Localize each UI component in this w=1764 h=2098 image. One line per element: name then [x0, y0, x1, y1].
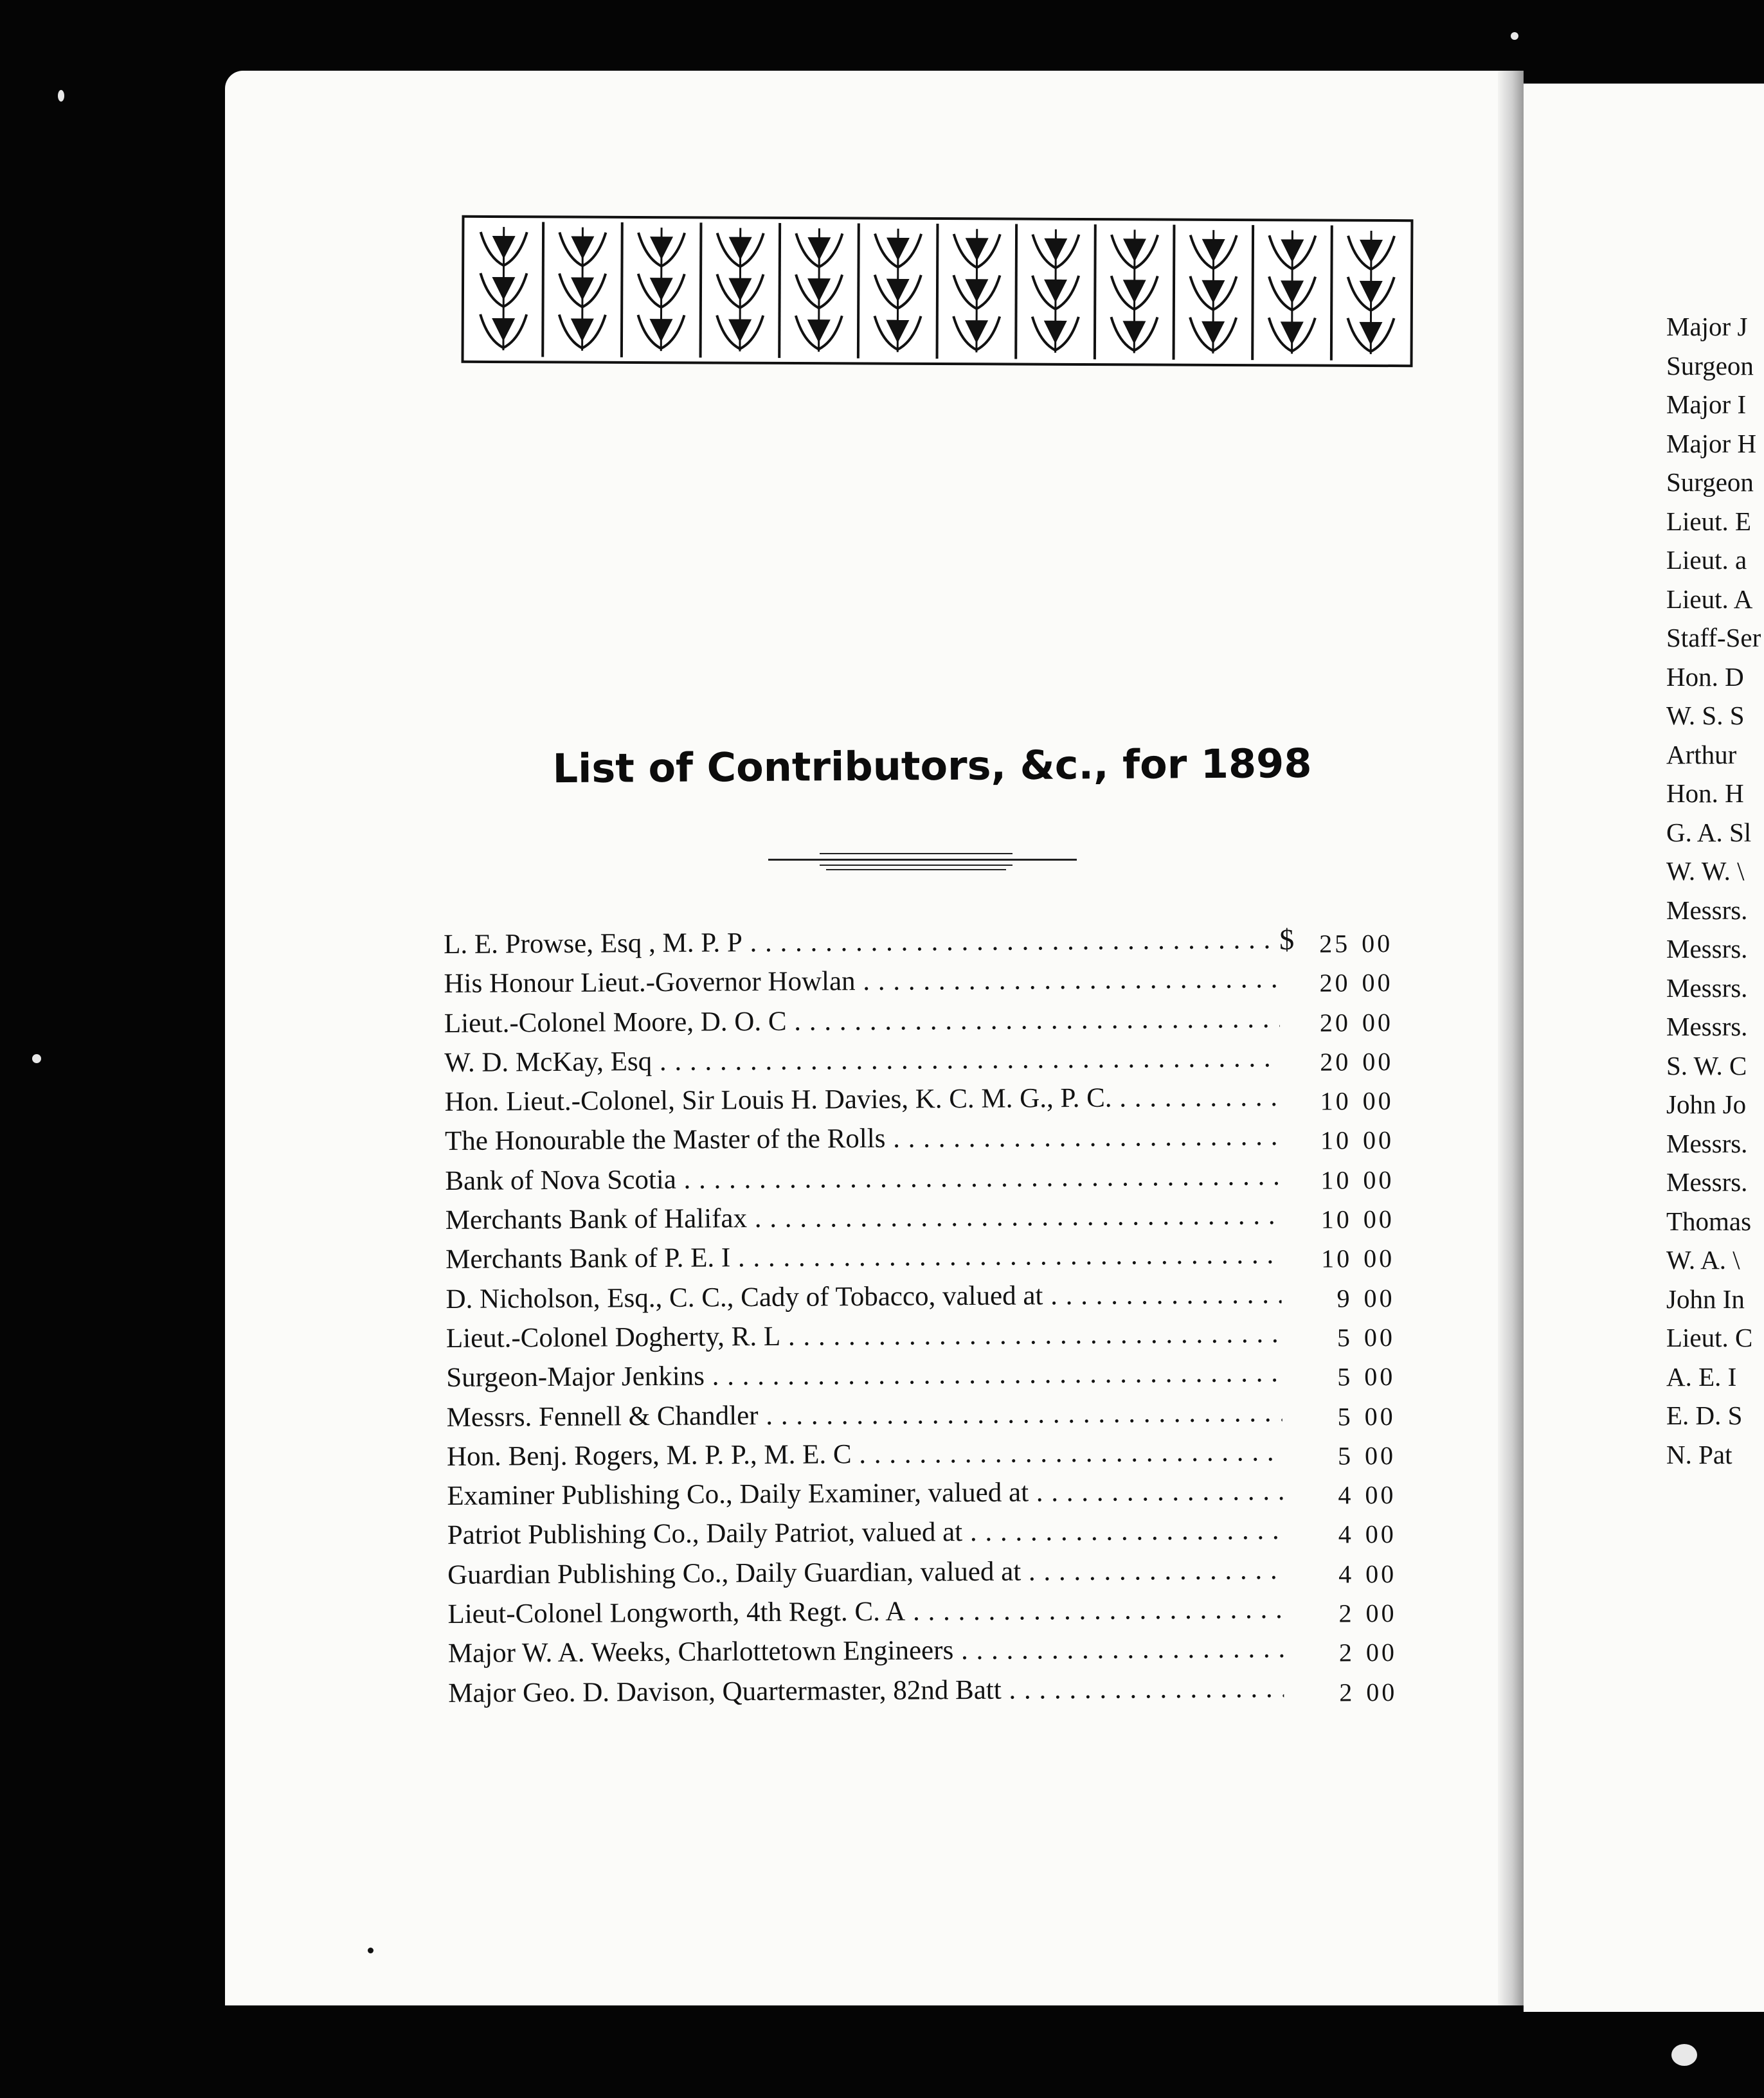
amount-cents: 00: [1362, 1125, 1394, 1155]
decorative-border-band: [462, 215, 1414, 367]
right-page-line: N. Pat: [1666, 1439, 1733, 1469]
contributor-name: Merchants Bank of P. E. I . . .: [446, 1239, 1281, 1275]
right-page-line: Messrs.: [1666, 934, 1748, 964]
right-page-line: Arthur: [1666, 739, 1737, 769]
amount-cents: 00: [1365, 1599, 1397, 1628]
contributor-name: The Honourable the Master of the Rolls . . .: [445, 1121, 1281, 1158]
list-item: [445, 1160, 1396, 1205]
amount-dollars: 5: [1336, 1323, 1353, 1352]
amount-cents: 00: [1364, 1322, 1396, 1352]
list-item: [446, 1396, 1398, 1441]
contributor-name: Lieut.-Colonel Moore, D. O. C . . .: [444, 1003, 1280, 1039]
list-item: [448, 1672, 1400, 1717]
right-page-line: Messrs.: [1666, 1167, 1748, 1197]
list-item: [444, 962, 1395, 1007]
right-page-line: Major I: [1666, 390, 1747, 419]
right-page-line: W. A. \: [1666, 1245, 1740, 1275]
contributor-name: D. Nicholson, Esq., C. C., Cady of Tobacco, valued at . . .: [446, 1278, 1281, 1315]
right-page-line: John In: [1666, 1284, 1745, 1314]
right-page-list: [1666, 311, 1761, 1478]
list-item: [447, 1593, 1399, 1638]
amount-dollars: 10: [1320, 1205, 1352, 1234]
right-page-line: Messrs.: [1666, 1128, 1748, 1158]
title-rule: [768, 850, 1077, 875]
list-item: [446, 1199, 1397, 1244]
amount-cents: 00: [1366, 1677, 1398, 1707]
list-item: [444, 923, 1395, 968]
thistle-ornament-icon: [464, 218, 1411, 364]
contributor-name: Major Geo. D. Davison, Quartermaster, 82nd Batt . . .: [448, 1672, 1284, 1709]
contributor-name: Messrs. Fennell & Chandler . . .: [446, 1397, 1282, 1433]
contributor-name: Surgeon-Major Jenkins . . .: [446, 1357, 1282, 1394]
amount-cents: 00: [1364, 1362, 1396, 1392]
amount-cents: 00: [1365, 1638, 1398, 1667]
right-page-line: S. W. C: [1666, 1050, 1747, 1080]
amount-cents: 00: [1365, 1520, 1396, 1549]
contributors-list: [444, 923, 1400, 1717]
amount-dollars: 9: [1336, 1284, 1353, 1313]
paper-speck: [1511, 32, 1518, 40]
right-page-line: Lieut. A: [1666, 584, 1753, 614]
right-page-line: W. S. S: [1666, 701, 1745, 730]
contributor-name: Hon. Lieut.-Colonel, Sir Louis H. Davies, K. C. M. G., P. C. . . .: [444, 1081, 1280, 1118]
amount-cents: 00: [1362, 1086, 1394, 1116]
amount-cents: 00: [1362, 1046, 1394, 1077]
amount-dollars: 5: [1337, 1401, 1353, 1431]
amount-dollars: 10: [1321, 1244, 1353, 1274]
currency-symbol: $: [1279, 922, 1295, 956]
page-title: List of Contributors, &c., for 1898: [552, 739, 1312, 793]
amount-cents: 00: [1362, 968, 1393, 998]
right-page-line: A. E. I: [1666, 1361, 1737, 1392]
contributor-name: Lieut-Colonel Longworth, 4th Regt. C. A . . .: [447, 1593, 1283, 1630]
amount-dollars: 5: [1337, 1441, 1354, 1471]
right-page-line: G. A. Sl: [1666, 817, 1752, 847]
amount-dollars: 4: [1338, 1480, 1354, 1510]
amount-cents: 00: [1365, 1559, 1397, 1589]
contributor-name: W. D. McKay, Esq . . .: [444, 1042, 1280, 1079]
contributor-name: Guardian Publishing Co., Daily Guardian, valued at . . .: [447, 1554, 1283, 1591]
amount-dollars: 25: [1319, 929, 1351, 958]
right-page-line: Messrs.: [1666, 1012, 1748, 1041]
amount-dollars: 4: [1338, 1559, 1354, 1589]
contributor-name: Major W. A. Weeks, Charlottetown Engineers . . .: [448, 1633, 1284, 1669]
right-page-line: Surgeon: [1666, 350, 1754, 381]
list-item: [447, 1475, 1398, 1520]
list-item: [448, 1632, 1400, 1677]
contributor-name: Hon. Benj. Rogers, M. P. P., M. E. C . . .: [447, 1436, 1282, 1473]
contributor-name: Bank of Nova Scotia . . .: [445, 1160, 1281, 1197]
list-item: [445, 1120, 1396, 1165]
book-gutter: [1498, 71, 1524, 2005]
right-page-line: Messrs.: [1666, 895, 1748, 925]
amount-cents: 00: [1363, 1165, 1394, 1195]
contributor-name: L. E. Prowse, Esq , M. P. P . . .: [444, 924, 1279, 960]
right-page-line: Hon. H: [1666, 778, 1744, 808]
list-item: [447, 1554, 1399, 1599]
right-page-line: W. W. \: [1666, 856, 1745, 886]
amount-dollars: 20: [1319, 1007, 1351, 1037]
right-page-line: Lieut. C: [1666, 1323, 1753, 1352]
list-item: [446, 1238, 1397, 1283]
list-item: [447, 1514, 1399, 1559]
list-item: [446, 1278, 1397, 1323]
list-item: [447, 1435, 1398, 1480]
amount-dollars: 10: [1320, 1086, 1351, 1116]
amount-dollars: 20: [1319, 968, 1351, 998]
paper-speck: [58, 90, 64, 102]
right-page-line: Messrs.: [1666, 973, 1748, 1003]
list-item: [446, 1317, 1398, 1362]
right-page-line: Thomas: [1666, 1206, 1752, 1236]
paper-speck: [368, 1948, 374, 1953]
amount-dollars: 2: [1339, 1678, 1355, 1707]
contributor-name: Examiner Publishing Co., Daily Examiner, valued at . . .: [447, 1475, 1282, 1512]
list-item: [444, 1041, 1396, 1086]
contributor-name: Patriot Publishing Co., Daily Patriot, valued at . . .: [447, 1514, 1283, 1551]
list-item: [444, 1002, 1396, 1047]
amount-cents: 00: [1364, 1440, 1396, 1471]
amount-dollars: 2: [1338, 1599, 1354, 1628]
list-item: [444, 1080, 1396, 1125]
contributor-name: Lieut.-Colonel Dogherty, R. L . . .: [446, 1318, 1282, 1354]
amount-cents: 00: [1362, 1007, 1394, 1037]
right-page-line: Surgeon: [1666, 467, 1754, 497]
amount-cents: 00: [1364, 1244, 1395, 1273]
contributor-name: Merchants Bank of Halifax . . .: [446, 1199, 1281, 1236]
right-page-line: Major H: [1666, 428, 1757, 458]
amount-cents: 00: [1364, 1283, 1395, 1313]
amount-dollars: 10: [1320, 1125, 1352, 1156]
amount-dollars: 10: [1320, 1165, 1352, 1195]
contributor-name: His Honour Lieut.-Governor Howlan . . .: [444, 963, 1279, 1000]
amount-cents: 00: [1362, 928, 1393, 958]
right-page-line: Staff-Ser: [1666, 623, 1761, 652]
right-page-line: E. D. S: [1666, 1401, 1743, 1430]
right-page-line: Lieut. a: [1666, 545, 1747, 575]
amount-dollars: 2: [1338, 1638, 1355, 1667]
paper-speck: [1671, 2044, 1697, 2066]
right-page-line: Lieut. E: [1666, 506, 1752, 536]
amount-cents: 00: [1365, 1480, 1396, 1510]
paper-speck: [32, 1054, 41, 1063]
amount-dollars: 20: [1320, 1047, 1351, 1077]
amount-cents: 00: [1363, 1205, 1394, 1234]
amount-dollars: 5: [1337, 1362, 1353, 1392]
amount-cents: 00: [1364, 1401, 1396, 1431]
right-page-line: John Jo: [1666, 1089, 1747, 1119]
list-item: [446, 1356, 1398, 1401]
right-page-line: Hon. D: [1666, 661, 1744, 692]
right-page-line: Major J: [1666, 312, 1748, 341]
amount-dollars: 4: [1338, 1520, 1354, 1549]
